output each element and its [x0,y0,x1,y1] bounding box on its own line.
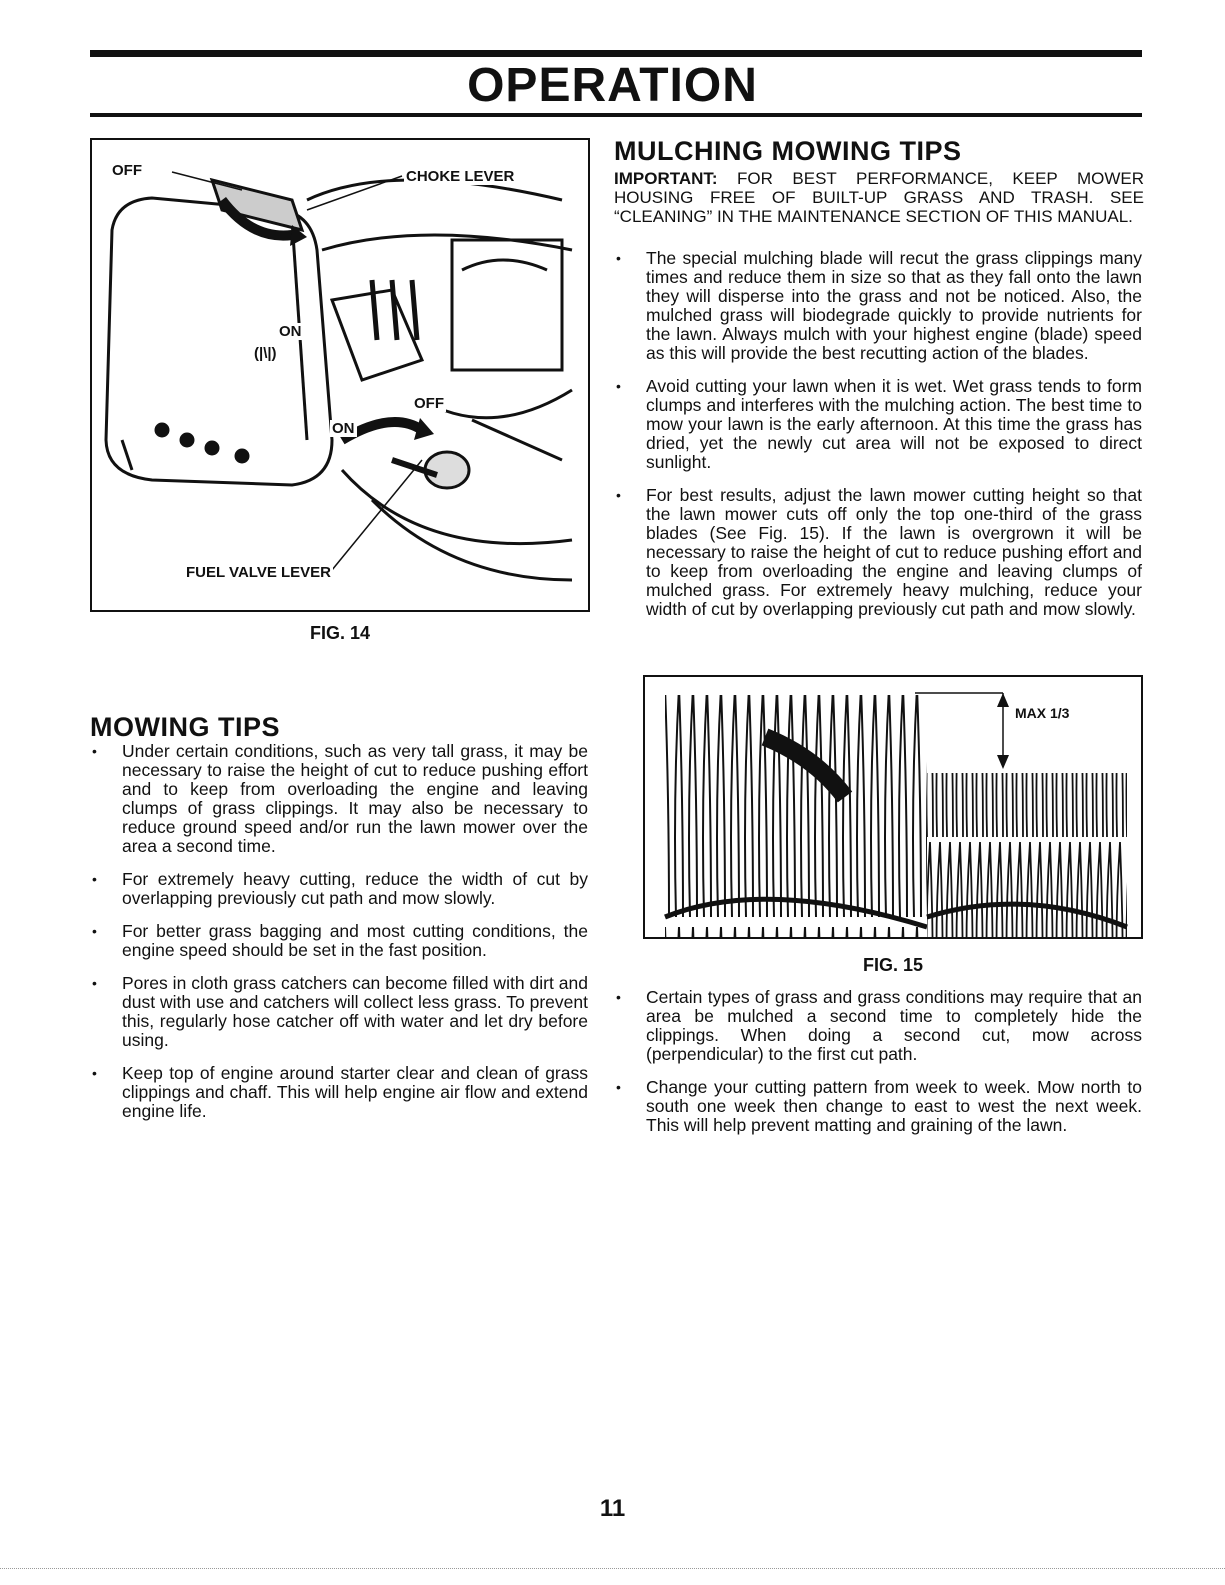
list-item-text: For best results, adjust the lawn mower cutting height so that the lawn mower cuts off only the top one-third of the grass blades (See Fig. 15). If the lawn is overgrown it will be necessary to raise the height of cut to reduce pushing effort and to keep from overloading the engine and leaving clumps of mulched grass. For extremely heavy mulching, reduce your width of cut by overlapping previously cut path and mow slowly. [646,485,1142,619]
important-label: IMPORTANT: [614,169,718,188]
bullet-icon: • [616,250,621,266]
list-item [614,377,1142,472]
list-item-text: Avoid cutting your lawn when it is wet. Wet grass tends to form clumps and interferes with the mulching action. The best time to mow your lawn is the early afternoon. At this time the grass has dried, yet the newly cut area will not be exposed to direct sunlight. [646,376,1142,472]
bullet-icon: • [92,743,97,759]
list-item-text: For extremely heavy cutting, reduce the width of cut by overlapping previously cut path and mow slowly. [122,869,588,908]
list-item-text: Certain types of grass and grass conditions may require that an area be mulched a second time to completely hide the clippings. When doing a second cut, mow across (perpendicular) to the first cut path. [646,987,1142,1064]
fig14-label-choke-lever: CHOKE LEVER [406,168,515,185]
list-item-text: For better grass bagging and most cutting conditions, the engine speed should be set in the fast position. [122,921,588,960]
header-rule-top [90,50,1142,57]
mulching-tips-list-continued [614,988,1142,1149]
list-item-text: The special mulching blade will recut the grass clippings many times and reduce them in size so that as they fall onto the lawn they will disperse into the grass and not be noticed. Also, the mulched grass will biodegrade quickly to provide nutrients for the lawn. Always mulch with your highest engine (blade) speed as this will provide the best recutting action of the blades. [646,248,1142,363]
list-item-text: Pores in cloth grass catchers can become filled with dirt and dust with use and catchers will collect less grass. To prevent this, regularly hose catcher off with water and let dry before using. [122,973,588,1050]
list-item [90,974,588,1050]
fig14-label-off-mid: OFF [414,395,444,412]
list-item [614,249,1142,363]
list-item [90,922,588,960]
important-note [614,169,1144,226]
fig14-label-on-symbol: (|\|) [254,345,277,362]
page-number: 11 [599,1495,626,1522]
bullet-icon: • [616,989,621,1005]
bullet-icon: • [616,378,621,394]
bullet-icon: • [92,871,97,887]
bullet-icon: • [92,975,97,991]
bullet-icon: • [616,1079,621,1095]
fig14-label-off-top: OFF [112,162,142,179]
mulching-tips-list [614,249,1142,633]
list-item [614,988,1142,1064]
mulching-heading: MULCHING MOWING TIPS [614,136,962,166]
header-rule-bottom [90,113,1142,117]
fig14-caption: FIG. 14 [309,623,371,643]
fig15-caption: FIG. 15 [862,955,924,975]
footer-divider [0,1568,1225,1570]
bullet-icon: • [92,923,97,939]
list-item [614,1078,1142,1135]
list-item [90,1064,588,1121]
bullet-icon: • [92,1065,97,1081]
fig14-label-on-upper: ON [279,323,302,340]
fig15-label-max: MAX 1/3 [1015,705,1070,721]
mowing-heading: MOWING TIPS [90,712,280,742]
page-title: OPERATION [467,59,758,112]
list-item-text: Change your cutting pattern from week to week. Mow north to south one week then change to east to west the next week. This will help prevent matting and graining of the lawn. [646,1077,1142,1135]
list-item [614,486,1142,619]
list-item [90,742,588,856]
list-item-text: Keep top of engine around starter clear and clean of grass clippings and chaff. This will help engine air flow and extend engine life. [122,1063,588,1121]
engine-illustration [92,140,588,610]
list-item-text: Under certain conditions, such as very tall grass, it may be necessary to raise the height of cut to reduce pushing effort and to keep from overloading the engine and leaving clumps of grass clippings. It may also be necessary to reduce ground speed and/or run the lawn mower over the area a second time. [122,741,588,856]
figure-15 [643,675,1143,939]
fig14-label-on-mid: ON [332,420,355,437]
bullet-icon: • [616,487,621,503]
mowing-tips-list [90,742,588,1135]
important-text: FOR BEST PERFORMANCE, KEEP MOWER HOUSING FREE OF BUILT-UP GRASS AND TRASH. SEE “CLEANING” IN THE MAINTENANCE SECTION OF THIS MANUAL. [614,169,1144,226]
list-item [90,870,588,908]
fig14-label-fuel-valve-lever: FUEL VALVE LEVER [186,564,332,581]
figure-14 [90,138,590,612]
